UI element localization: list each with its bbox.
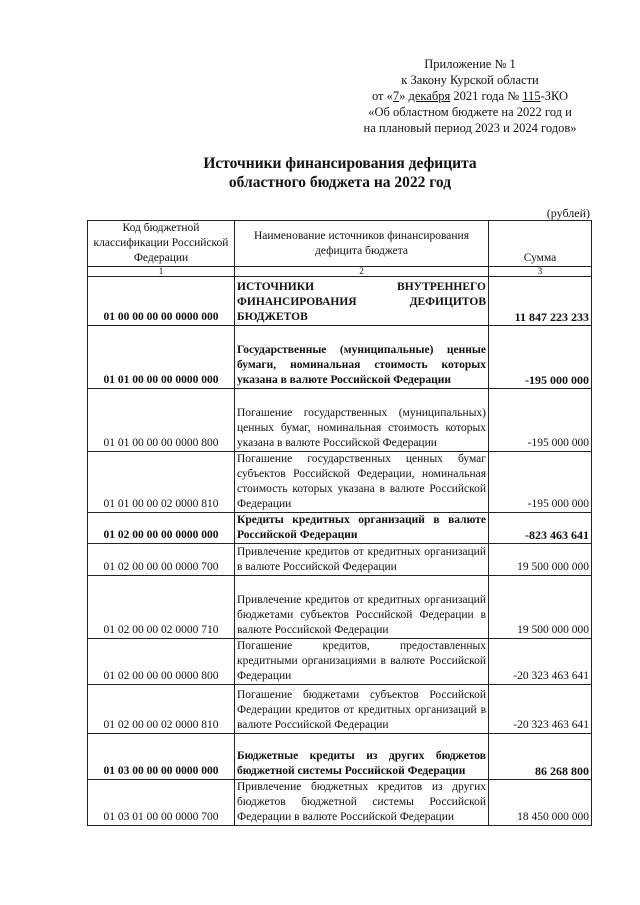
table-row (88, 326, 592, 389)
table-row (88, 389, 592, 452)
appendix-number: Приложение № 1 (424, 57, 516, 71)
code-cell: 01 01 00 00 02 0000 810 (88, 452, 235, 513)
name-cell: Погашение кредитов, предоставленных кредитными организациями в валюте Российской Федерации (235, 639, 489, 685)
financing-sources-table (87, 220, 592, 826)
units-label: (рублей) (546, 206, 590, 220)
sum-cell: -823 463 641 (489, 513, 592, 544)
name-cell: Погашение государственных ценных бумаг субъектов Российской Федерации, номинальная стоимость которых указана в валюте Российской Федерации (235, 452, 489, 513)
sum-cell: -195 000 000 (489, 452, 592, 513)
column-number-row (88, 267, 592, 277)
name-cell: Погашение государственных (муниципальных) ценных бумаг, номинальная стоимость которых указана в валюте Российской Федерации (235, 389, 489, 452)
col-number-2: 2 (235, 267, 489, 277)
code-cell: 01 02 00 00 00 0000 800 (88, 639, 235, 685)
table-header-row (88, 221, 592, 267)
sum-cell: -195 000 000 (489, 326, 592, 389)
code-cell: 01 00 00 00 00 0000 000 (88, 277, 235, 326)
table-row (88, 685, 592, 734)
sum-cell: -195 000 000 (489, 389, 592, 452)
table-row (88, 452, 592, 513)
table-row (88, 513, 592, 544)
code-cell: 01 01 00 00 00 0000 000 (88, 326, 235, 389)
table-row (88, 639, 592, 685)
name-cell: Привлечение бюджетных кредитов из других бюджетов бюджетной системы Российской Федерации в валюте Российской Федерации (235, 780, 489, 826)
sum-cell: 86 268 800 (489, 734, 592, 780)
table-row (88, 780, 592, 826)
name-cell: Привлечение кредитов от кредитных организаций в валюте Российской Федерации (235, 544, 489, 576)
code-cell: 01 03 00 00 00 0000 000 (88, 734, 235, 780)
sum-cell: 18 450 000 000 (489, 780, 592, 826)
col-number-1: 1 (88, 267, 235, 277)
sum-cell: 19 500 000 000 (489, 576, 592, 639)
appendix-law: к Закону Курской области (401, 73, 539, 87)
header-name: Наименование источников финансирования дефицита бюджета (235, 221, 489, 267)
sum-cell: -20 323 463 641 (489, 685, 592, 734)
appendix-block (330, 56, 610, 136)
date-day: 7 (392, 89, 400, 103)
title-line-1: Источники финансирования дефицита (203, 155, 477, 172)
document-title (90, 154, 590, 192)
header-sum: Сумма (489, 221, 592, 267)
law-suffix: -ЗКО (540, 89, 569, 103)
date-mid: » (399, 89, 409, 103)
name-cell: Привлечение кредитов от кредитных организаций бюджетами субъектов Российской Федерации в валюте Российской Федерации (235, 576, 489, 639)
code-cell: 01 01 00 00 00 0000 800 (88, 389, 235, 452)
table-row (88, 544, 592, 576)
name-cell: Погашение бюджетами субъектов Российской Федерации кредитов от кредитных организаций в валюте Российской Федерации (235, 685, 489, 734)
appendix-date (330, 88, 610, 104)
name-cell: ИСТОЧНИКИ ВНУТРЕННЕГО ФИНАНСИРОВАНИЯ ДЕФИЦИТОВ БЮДЖЕТОВ (235, 277, 489, 326)
table-row (88, 734, 592, 780)
law-number: 115 (522, 89, 541, 103)
appendix-law-title-1: «Об областном бюджете на 2022 год и (368, 105, 572, 119)
name-cell: Государственные (муниципальные) ценные бумаги, номинальная стоимость которых указана в валюте Российской Федерации (235, 326, 489, 389)
table-row (88, 277, 592, 326)
code-cell: 01 03 01 00 00 0000 700 (88, 780, 235, 826)
code-cell: 01 02 00 00 00 0000 000 (88, 513, 235, 544)
date-month: декабря (408, 89, 451, 103)
name-cell: Кредиты кредитных организаций в валюте Российской Федерации (235, 513, 489, 544)
date-prefix: от « (371, 89, 393, 103)
sum-cell: 11 847 223 233 (489, 277, 592, 326)
sum-cell: 19 500 000 000 (489, 544, 592, 576)
appendix-law-title-2: на плановый период 2023 и 2024 годов» (363, 121, 577, 135)
date-year: 2021 года № (450, 89, 523, 103)
table-row (88, 576, 592, 639)
col-number-3: 3 (489, 267, 592, 277)
header-code: Код бюджетной классификации Российской Федерации (88, 221, 235, 267)
title-line-2: областного бюджета на 2022 год (228, 174, 452, 191)
code-cell: 01 02 00 00 00 0000 700 (88, 544, 235, 576)
code-cell: 01 02 00 00 02 0000 810 (88, 685, 235, 734)
sum-cell: -20 323 463 641 (489, 639, 592, 685)
name-cell: Бюджетные кредиты из других бюджетов бюджетной системы Российской Федерации (235, 734, 489, 780)
code-cell: 01 02 00 00 02 0000 710 (88, 576, 235, 639)
